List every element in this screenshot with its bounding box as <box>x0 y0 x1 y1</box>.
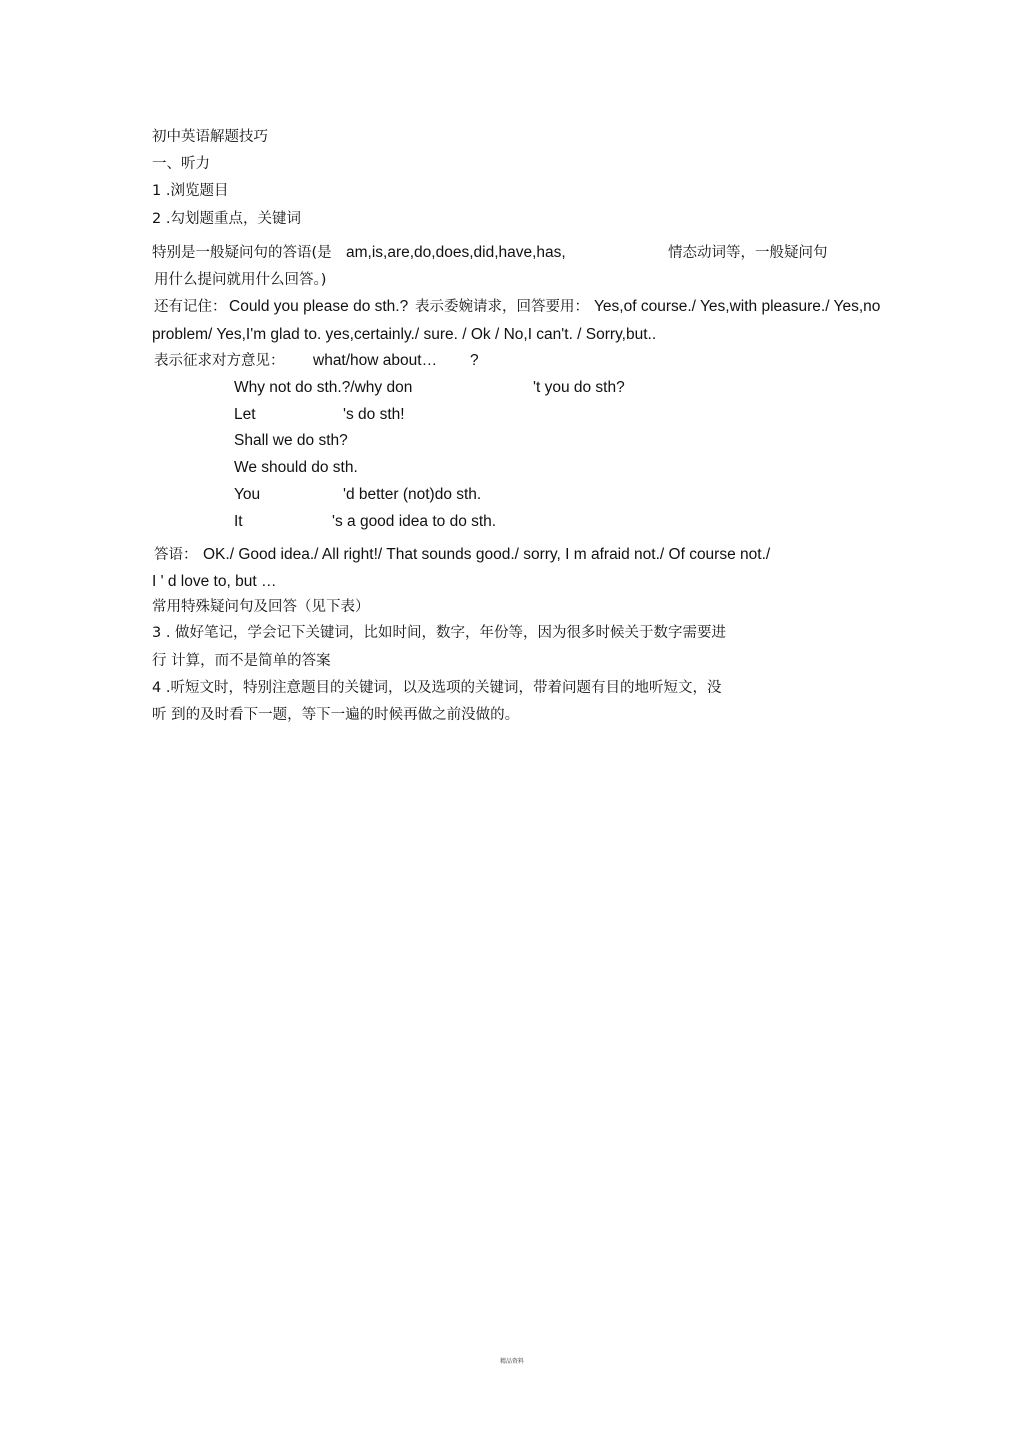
suggest-mark: ? <box>470 352 479 369</box>
section-heading-listening: 一、听力 <box>152 156 210 172</box>
phrase-2b: 's do sth! <box>343 406 405 423</box>
remember-phrase: Could you please do sth.? <box>229 298 409 315</box>
item-4-cont: 听 到的及时看下一题，等下一遍的时候再做之前没做的。 <box>152 707 520 723</box>
document-title: 初中英语解题技巧 <box>152 129 268 145</box>
page-footer: 精品资料 <box>499 1358 524 1365</box>
phrase-5b: 'd better (not)do sth. <box>343 486 482 503</box>
remember-desc: 表示委婉请求，回答要用： <box>415 299 589 315</box>
remember-answers-cont: problem/ Yes,I'm glad to. yes,certainly./ sure. / Ok / No,I can't. / Sorry,but.. <box>152 326 657 343</box>
item-3: 3 . 做好笔记，学会记下关键词，比如时间，数字，年份等，因为很多时候关于数字需要进 <box>152 625 727 641</box>
note-modal: 情态动词等，一般疑问句 <box>668 245 828 261</box>
phrase-3: Shall we do sth? <box>234 432 348 449</box>
answer-label: 答语： <box>154 547 198 563</box>
phrase-4: We should do sth. <box>234 459 358 476</box>
phrase-5a: You <box>234 486 261 503</box>
item-1: 1 .浏览题目 <box>152 183 229 199</box>
remember-label: 还有记住： <box>154 299 227 315</box>
common-questions-note: 常用特殊疑问句及回答（见下表） <box>152 599 370 615</box>
phrase-6a: It <box>234 513 243 530</box>
phrase-1b: 't you do sth? <box>533 379 625 396</box>
answer-list-cont: I ' d love to, but … <box>152 573 277 590</box>
phrase-2a: Let <box>234 406 256 423</box>
note-verbs: am,is,are,do,does,did,have,has, <box>346 244 566 261</box>
remember-answers: Yes,of course./ Yes,with pleasure./ Yes,no <box>594 298 881 315</box>
suggest-label: 表示征求对方意见： <box>154 353 285 369</box>
note-line-1: 特别是一般疑问句的答语(是 <box>152 245 332 261</box>
note-line-2: 用什么提问就用什么回答。) <box>154 272 327 288</box>
phrase-6b: 's a good idea to do sth. <box>332 513 497 530</box>
suggest-phrase: what/how about… <box>313 352 438 369</box>
item-4: 4 .听短文时，特别注意题目的关键词，以及选项的关键词，带着问题有目的地听短文，没 <box>152 680 722 696</box>
item-2: 2 .勾划题重点，关键词 <box>152 211 301 227</box>
phrase-1a: Why not do sth.?/why don <box>234 379 413 396</box>
answer-list: OK./ Good idea./ All right!/ That sounds good./ sorry, I m afraid not./ Of course not./ <box>203 546 771 563</box>
item-3-cont: 行 计算，而不是简单的答案 <box>152 653 331 669</box>
